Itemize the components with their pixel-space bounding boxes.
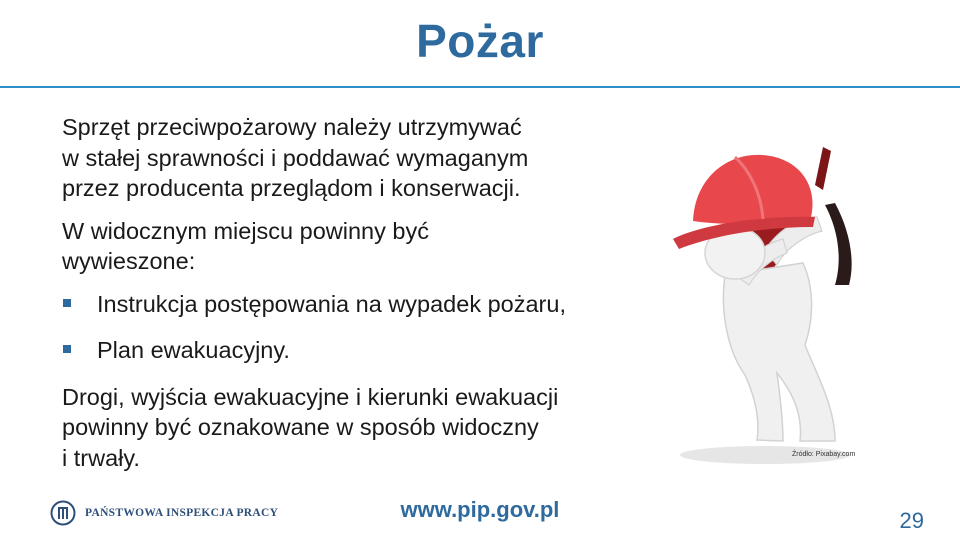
bullet-text: Plan ewakuacyjny. xyxy=(97,337,290,364)
paragraph-maintenance xyxy=(62,112,652,204)
footer-url-link[interactable]: www.pip.gov.pl xyxy=(400,497,560,522)
bullet-list xyxy=(62,289,652,366)
bullet-marker-icon xyxy=(63,345,71,353)
logo-text: PAŃSTWOWA INSPEKCJA PRACY xyxy=(85,507,279,519)
paragraph-line: W widocznym miejscu powinny być xyxy=(62,217,429,244)
bullet-text: Instrukcja postępowania na wypadek pożaru, xyxy=(97,290,566,317)
title-divider xyxy=(0,86,960,88)
paragraph-line: wywieszone: xyxy=(62,248,196,275)
bullet-marker-icon xyxy=(63,299,71,307)
paragraph-escape-routes xyxy=(62,382,652,474)
bullet-item xyxy=(62,289,652,320)
page-number: 29 xyxy=(899,508,924,533)
paragraph-line: Sprzęt przeciwpożarowy należy utrzymywać xyxy=(62,114,522,140)
slide-body xyxy=(62,112,652,485)
paragraph-posted xyxy=(62,216,652,277)
bullet-item xyxy=(62,335,652,366)
paragraph-line: i trwały. xyxy=(62,444,140,471)
paragraph-line: powinny być oznakowane w sposób widoczny xyxy=(62,414,539,441)
paragraph-line: przez producenta przeglądom i konserwacji. xyxy=(62,175,521,202)
paragraph-line: w stałej sprawności i poddawać wymaganym xyxy=(62,144,529,171)
image-credit: Źródło: Pixabay.com xyxy=(792,451,856,458)
firefighter-with-extinguisher-icon xyxy=(665,135,880,465)
paragraph-line: Drogi, wyjścia ewakuacyjne i kierunki ewakuacji xyxy=(62,383,559,410)
slide-title: Pożar xyxy=(416,15,544,67)
